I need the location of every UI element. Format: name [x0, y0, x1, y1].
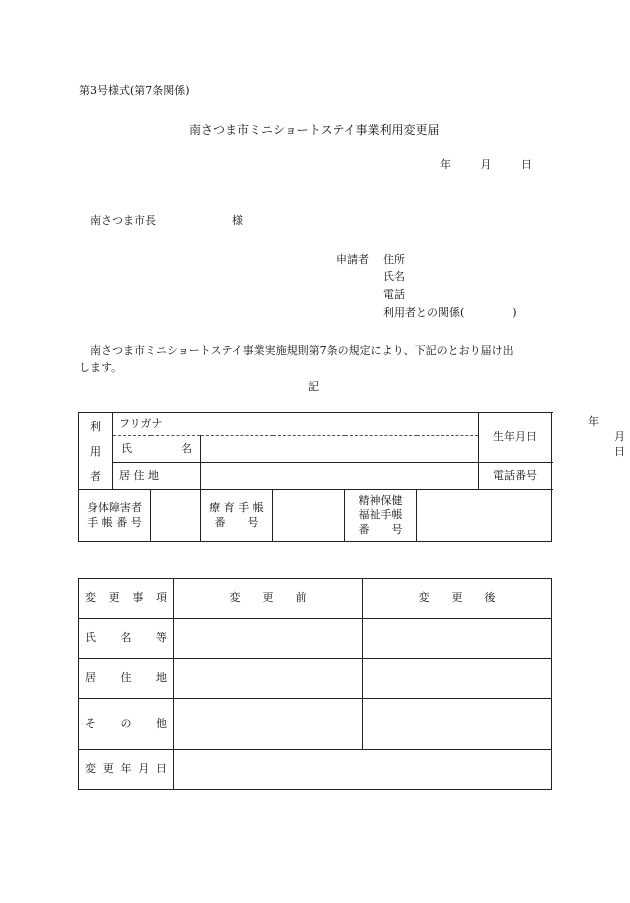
birth-day: 日 — [614, 444, 626, 458]
applicant-label: 申請者 — [336, 253, 369, 266]
name-label — [113, 436, 201, 463]
address-field[interactable] — [201, 463, 479, 490]
furigana-label — [113, 413, 201, 436]
other-before-field[interactable] — [174, 699, 363, 750]
date-year: 年 — [440, 158, 451, 171]
row-label-name — [79, 619, 174, 659]
change-item-header — [79, 579, 174, 619]
after-header: 変 更 後 — [363, 579, 552, 619]
address-label-text: 居 住 地 — [119, 468, 159, 482]
disability-line2: 手 帳 番 号 — [87, 515, 142, 529]
other-after-field[interactable] — [363, 699, 552, 750]
row-label-other-text: そ の 他 — [85, 716, 167, 730]
address-before-field[interactable] — [174, 659, 363, 699]
date-line — [440, 156, 532, 172]
form-title: 南さつま市ミニショートステイ事業利用変更届 — [189, 123, 440, 137]
applicant-phone-label: 電話 — [383, 288, 405, 301]
change-date-field[interactable] — [174, 750, 552, 790]
user-info-table — [78, 412, 626, 542]
ki-heading: 記 — [308, 380, 319, 393]
furigana-label-text: フリガナ — [119, 416, 163, 430]
date-day: 日 — [521, 158, 532, 171]
row-label-other — [79, 699, 174, 750]
body-text-line2: します。 — [79, 361, 123, 374]
addressee-honorific: 様 — [232, 214, 243, 227]
seishin-label — [345, 490, 417, 542]
phone-label: 電話番号 — [479, 463, 552, 490]
change-date-label-text: 変 更 年 月 日 — [85, 762, 167, 776]
addressee-name: 南さつま市長 — [90, 214, 156, 227]
user-column-label — [79, 413, 113, 490]
disability-field[interactable] — [151, 490, 201, 542]
birth-month: 月 — [614, 430, 626, 444]
name-field[interactable] — [201, 436, 479, 463]
form-number: 第3号様式(第7条関係) — [79, 84, 190, 97]
seishin-field[interactable] — [417, 490, 552, 542]
seishin-line2: 福祉手帳 — [358, 508, 403, 522]
ryoiku-field[interactable] — [273, 490, 345, 542]
row-label-name-text: 氏 名 等 — [85, 631, 167, 645]
body-text-line1: 南さつま市ミニショートステイ事業実施規則第7条の規定により、下記のとおり届け出 — [90, 344, 514, 357]
ryoiku-line2: 番 号 — [214, 515, 259, 529]
name-after-field[interactable] — [363, 619, 552, 659]
date-month: 月 — [480, 158, 492, 171]
disability-line1: 身体障害者 — [87, 500, 142, 514]
name-before-field[interactable] — [174, 619, 363, 659]
relation-suffix: ) — [512, 306, 517, 319]
applicant-address-label: 住所 — [383, 253, 405, 266]
user-col-char-1: 利 — [90, 419, 101, 433]
birth-year: 年 — [588, 415, 600, 429]
seishin-line1: 精神保健 — [358, 494, 403, 508]
disability-label — [79, 490, 151, 542]
user-col-char-2: 用 — [90, 444, 101, 458]
change-item-header-text: 変 更 事 項 — [85, 591, 167, 605]
address-after-field[interactable] — [363, 659, 552, 699]
change-date-label — [79, 750, 174, 790]
ryoiku-line1: 療 育 手 帳 — [209, 500, 264, 514]
address-label — [113, 463, 201, 490]
applicant-name-label: 氏名 — [383, 270, 405, 283]
before-header: 変 更 前 — [174, 579, 363, 619]
furigana-field[interactable] — [201, 413, 479, 436]
seishin-line3: 番 号 — [358, 522, 403, 536]
ryoiku-label — [201, 490, 273, 542]
row-label-address-text: 居 住 地 — [85, 671, 167, 685]
row-label-address — [79, 659, 174, 699]
applicant-relation-label — [383, 304, 517, 320]
change-table — [78, 578, 552, 790]
birthdate-label: 生年月日 — [479, 413, 552, 463]
user-col-char-3: 者 — [90, 469, 101, 483]
relation-prefix: 利用者との関係( — [383, 306, 465, 319]
name-label-text: 氏 名 — [121, 441, 193, 455]
